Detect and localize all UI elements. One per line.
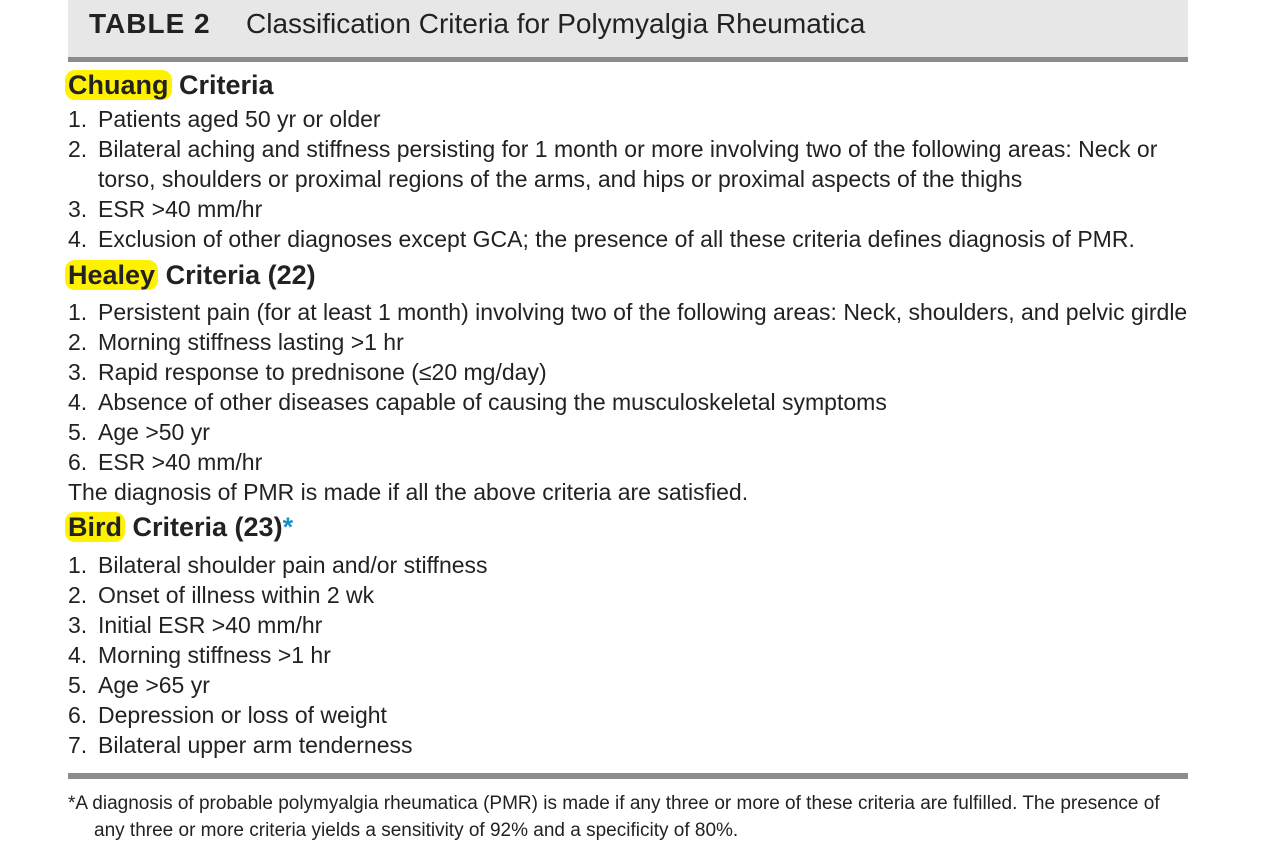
item-number: 6. xyxy=(68,702,88,728)
list-item xyxy=(68,447,1188,477)
list-item xyxy=(68,700,1188,730)
item-text: Age >50 yr xyxy=(98,419,210,445)
highlighted-name: Bird xyxy=(65,512,125,542)
list-item xyxy=(68,670,1188,700)
item-text: Patients aged 50 yr or older xyxy=(98,106,381,132)
footnote xyxy=(68,790,1193,844)
item-text: ESR >40 mm/hr xyxy=(98,449,263,475)
list-item xyxy=(68,327,1188,357)
list-item xyxy=(68,134,1188,194)
section-heading xyxy=(68,508,1188,546)
item-number: 2. xyxy=(68,136,88,162)
list-item xyxy=(68,224,1188,254)
item-number: 1. xyxy=(68,552,88,578)
list-item xyxy=(68,387,1188,417)
criteria-list xyxy=(68,297,1188,477)
item-number: 3. xyxy=(68,196,88,222)
list-item xyxy=(68,610,1188,640)
heading-rest: Criteria (22) xyxy=(158,260,316,290)
criteria-list xyxy=(68,104,1188,254)
section-heading xyxy=(68,256,1188,294)
footnote-text: *A diagnosis of probable polymyalgia rheumatica (PMR) is made if any three or more of these criteria are fulfilled. The presence of any three or more criteria yields a sensitivity of 92% and a specificity of 80%. xyxy=(68,793,1160,841)
section-heading xyxy=(68,66,1188,104)
item-number: 3. xyxy=(68,612,88,638)
section-note: The diagnosis of PMR is made if all the above criteria are satisfied. xyxy=(68,479,749,505)
list-item xyxy=(68,194,1188,224)
item-text: Exclusion of other diagnoses except GCA; the presence of all these criteria defines diagnosis of PMR. xyxy=(98,226,1135,252)
list-item xyxy=(68,297,1188,327)
item-number: 5. xyxy=(68,419,88,445)
criteria-list xyxy=(68,550,1188,760)
item-text: Onset of illness within 2 wk xyxy=(98,582,375,608)
highlighted-name: Chuang xyxy=(65,70,172,100)
table-body xyxy=(68,66,1188,760)
item-text: Rapid response to prednisone (≤20 mg/day) xyxy=(98,359,547,385)
item-text: ESR >40 mm/hr xyxy=(98,196,263,222)
item-text: Persistent pain (for at least 1 month) involving two of the following areas: Neck, shoulders, and pelvic girdle xyxy=(98,299,1188,325)
item-text: Bilateral upper arm tenderness xyxy=(98,732,413,758)
footnote-marker: * xyxy=(282,512,294,542)
section-chuang xyxy=(68,66,1188,254)
footer-divider xyxy=(68,773,1188,779)
table-header xyxy=(68,0,1188,62)
list-item xyxy=(68,104,1188,134)
list-item xyxy=(68,550,1188,580)
item-number: 4. xyxy=(68,642,88,668)
highlighted-name: Healey xyxy=(65,260,158,290)
section-healey xyxy=(68,256,1188,507)
list-item xyxy=(68,580,1188,610)
item-number: 6. xyxy=(68,449,88,475)
list-item xyxy=(68,357,1188,387)
heading-rest: Criteria (23) xyxy=(125,512,283,542)
table-label: TABLE 2 xyxy=(89,8,211,39)
item-text: Depression or loss of weight xyxy=(98,702,387,728)
item-number: 4. xyxy=(68,389,88,415)
item-number: 7. xyxy=(68,732,88,758)
list-item xyxy=(68,730,1188,760)
item-text: Initial ESR >40 mm/hr xyxy=(98,612,323,638)
item-number: 4. xyxy=(68,226,88,252)
item-number: 2. xyxy=(68,329,88,355)
item-text: Morning stiffness >1 hr xyxy=(98,642,331,668)
item-number: 1. xyxy=(68,299,88,325)
item-text: Absence of other diseases capable of causing the musculoskeletal symptoms xyxy=(98,389,887,415)
item-number: 1. xyxy=(68,106,88,132)
item-text: Bilateral shoulder pain and/or stiffness xyxy=(98,552,488,578)
item-text: Age >65 yr xyxy=(98,672,210,698)
item-text: Morning stiffness lasting >1 hr xyxy=(98,329,404,355)
item-number: 5. xyxy=(68,672,88,698)
item-text: Bilateral aching and stiffness persisting for 1 month or more involving two of the following areas: Neck or torso, shoulders or proximal regions of the arms, and hips or proximal aspects of the thighs xyxy=(98,136,1158,192)
list-item xyxy=(68,640,1188,670)
item-number: 2. xyxy=(68,582,88,608)
item-number: 3. xyxy=(68,359,88,385)
list-item xyxy=(68,417,1188,447)
section-bird xyxy=(68,508,1188,760)
table-title: Classification Criteria for Polymyalgia Rheumatica xyxy=(246,8,866,39)
heading-rest: Criteria xyxy=(171,70,274,100)
